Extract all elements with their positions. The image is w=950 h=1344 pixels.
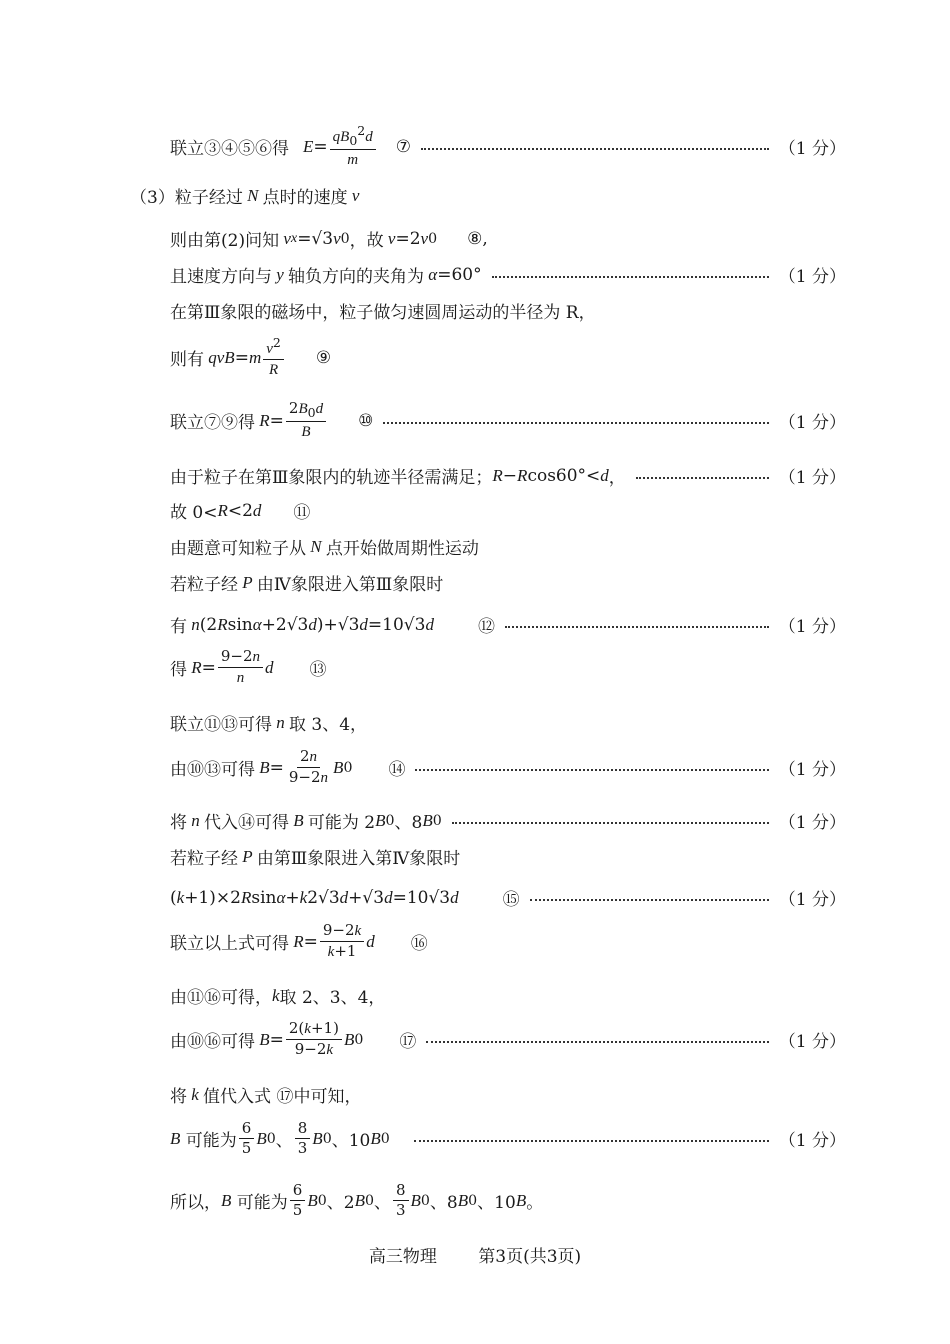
solution-line: 在第Ⅲ象限的磁场中，粒子做匀速圆周运动的半径为 R， [170,303,596,323]
equation-tag: ⑫ [477,617,495,637]
solution-line: 由于粒子在第Ⅲ象限内的轨迹半径需满足； R − R cos60°< d ， （1 分） [170,463,846,488]
solution-line: 且速度方向与 y 轴负方向的夹角为 α =60° （1 分） [170,262,846,287]
score-label: （1 分） [778,617,846,637]
solution-line: 由⑩⑯可得 B = $\frac{2(k+1)}{9-2k}$ B 0 ⑰ （1 分） [170,1019,846,1059]
footer-page-number: 第3页(共3页) [478,1247,582,1267]
score-label: （1 分） [778,468,846,488]
dot-leader [492,276,769,278]
solution-line: 联立以上式可得 R = $\frac{9-2k}{k+1}$ d ⑯ [170,921,428,961]
equation-content: 联立③④⑤⑥得 E= $\frac{qB_0^2d}{m}$ ⑦ [170,123,411,169]
equation-tag: ⑨ [315,347,332,368]
dot-leader [414,1140,769,1142]
equation-tag: ⑭ [388,760,406,781]
solution-line: B 可能为 $\frac{6}{5}$ B 0 、 $\frac{8}{3}$ B 0 、10 B 0 （1 分） [170,1119,846,1158]
score-label: （1 分） [778,1131,846,1152]
solution-line: 所以， B 可能为 $\frac{6}{5}$ B 0 、2 B 0 、 $\frac{8}{3}$ B 0 、8 B 0 、10 B 。 [170,1181,544,1220]
dot-leader [530,899,769,901]
fraction: $\frac{6}{5}$ [239,1120,255,1158]
solution-line: 由⑩⑬可得 B = $\frac{2n}{9-2n}$ B 0 ⑭ （1 分） [170,747,846,787]
equation-tag: ⑦ [395,136,411,157]
fraction: $\frac{8}{3}$ [295,1120,311,1158]
solution-line: 则有 qvB = m $\frac{v^2}{R}$ ⑨ [170,335,332,379]
fraction: $\frac{qB_0^2d}{m}$ [330,124,376,170]
dot-leader [452,822,769,824]
solution-line: 则由第(2)问知 v x =√3 v 0 ，故 v =2 v 0 ⑧, [170,228,488,251]
fraction: $\frac{v^2}{R}$ [263,336,284,380]
equation-tag: ⑪ [293,503,311,523]
solution-line [170,124,846,170]
solution-line: ( k +1)×2 R sin α + k 2√3 d +√3 d =10√3 d ⑮ （1 分） [170,885,846,910]
fraction: $\frac{6}{5}$ [290,1182,306,1220]
fraction: $\frac{8}{3}$ [393,1182,409,1220]
dot-leader [421,148,769,150]
solution-line: 若粒子经 P 由第Ⅲ象限进入第Ⅳ象限时 [170,846,461,869]
dot-leader [383,422,768,424]
equation-tag: ⑬ [309,660,327,681]
dot-leader [415,769,768,771]
solution-line: 联立⑪⑬可得 n 取 3、4， [170,712,368,735]
dot-leader [636,477,769,479]
solution-line: 若粒子经 P 由Ⅳ象限进入第Ⅲ象限时 [170,572,444,595]
score-label: （1 分） [778,813,846,833]
solution-line: 将 k 值代入式 ⑰中可知， [170,1084,362,1107]
footer-subject: 高三物理 [368,1247,437,1267]
score-label: （1 分） [778,139,846,160]
dot-leader [505,626,769,628]
page-footer [0,1242,950,1267]
solution-line: 由⑪⑯可得， k 取 2、3、4， [170,985,386,1008]
equation-tag: ⑰ [399,1032,417,1053]
score-label: （1 分） [778,1032,846,1053]
solution-line: 将 n 代入⑭可得 B 可能为 2 B 0 、8 B 0 （1 分） [170,808,846,833]
fraction: $\frac{9-2k}{k+1}$ [320,922,364,962]
solution-line: 有 n (2 R sin α +2√3 d )+√3 d =10√3 d ⑫ （1 分） [170,612,846,637]
solution-line: 联立⑦⑨得 R = $\frac{2B_0d}{B}$ ⑩ （1 分） [170,399,846,441]
score-label: （1 分） [778,413,846,434]
score-label: （1 分） [778,760,846,781]
fraction: $\frac{9-2n}{n}$ [218,648,263,688]
section-heading: （3）粒子经过 N 点时的速度 v [130,185,360,208]
score-label: （1 分） [778,267,846,287]
score-label: （1 分） [778,890,846,910]
solution-line: 故 0< R <2 d ⑪ [170,498,846,523]
solution-line: 得 R = $\frac{9-2n}{n}$ d ⑬ [170,647,327,687]
solution-line: 由题意可知粒子从 N 点开始做周期性运动 [170,536,479,559]
equation-tag: ⑩ [358,410,374,431]
fraction: $\frac{2B_0d}{B}$ [286,400,326,442]
dot-leader [426,1041,768,1043]
equation-tag: ⑮ [502,890,520,910]
fraction: $\frac{2n}{9-2n}$ [288,747,329,787]
equation-tag: ⑧, [467,228,488,249]
line-text: 联立③④⑤⑥得 [170,139,289,160]
equation-tag: ⑯ [410,934,428,955]
fraction: $\frac{2(k+1)}{9-2k}$ [286,1020,342,1060]
